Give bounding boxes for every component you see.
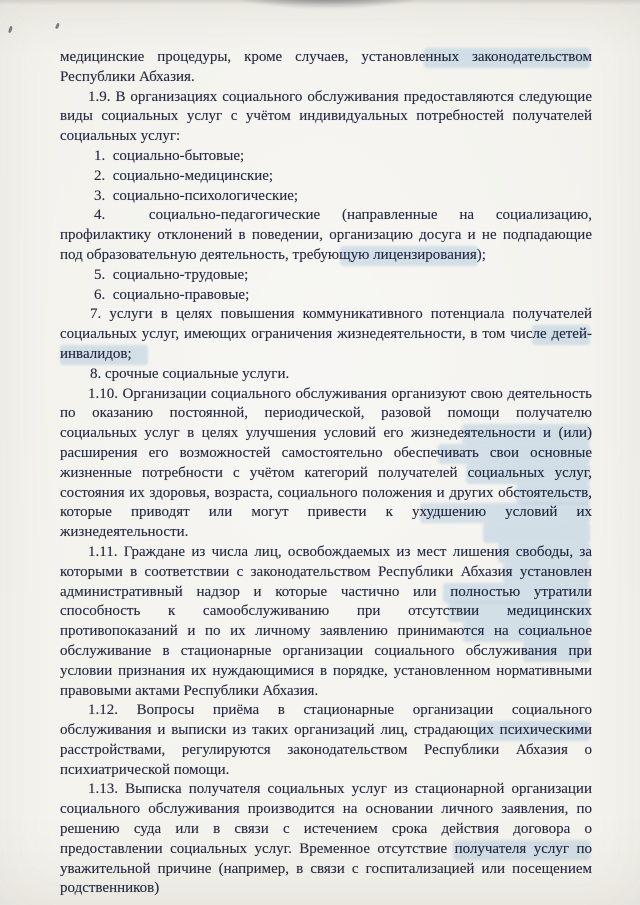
paragraph-1-10: 1.10. Организации социального обслуживания организуют свою деятельность по оказанию постоянной, периодической, разовой помощи получателю социальных услуг в целях улучшения условий его жизнедеятельности и (или) расширения его возможностей самостоятельно обеспечивать свои основные жизненные потребности с учётом категорий получателей социальных услуг, состояния их здоровья, возраста, социального положения и других обстоятельств, которые приводят или могут привести к ухудшению условий их жизнедеятельности. xyxy=(60,385,592,541)
service-list-item-5: 5. социально-трудовые; xyxy=(94,266,249,283)
service-list-item-1: 1. социально-бытовые; xyxy=(94,147,245,164)
service-list-item-4: 4. социально-педагогические (направленные на социализацию, профилактику отклонений в поведении, организацию досуга и не подпадающие под образовательную деятельность, требующую лицензирования); xyxy=(60,207,592,263)
paragraph-1-13: 1.13. Выписка получателя социальных услуг из стационарной организации социального обслуживания производится на основании личного заявления, по решению суда или в связи с истечением срока действия договора о предоставлении социальных услуг. Временное отсутствие получателя услуг по уважительной причине (например, в связи с госпитализацией или посещением родственников) xyxy=(60,781,592,897)
service-list-item-6: 6. социально-правовые; xyxy=(94,286,250,303)
service-list-item-2: 2. социально-медицинские; xyxy=(94,167,274,184)
paragraph-1-12: 1.12. Вопросы приёма в стационарные организации социального обслуживания и выписки из таких организаций лиц, страдающих психическими расстройствами, регулируются законодательством Республики Абхазия о психиатрической помощи. xyxy=(60,702,592,778)
scan-smudge xyxy=(235,0,420,8)
scan-speck xyxy=(8,26,13,34)
scan-speck xyxy=(55,23,60,30)
paragraph-1-9: 1.9. В организациях социального обслуживания предоставляются следующие виды социальных услуг с учётом индивидуальных потребностей получателей социальных услуг: xyxy=(60,88,592,145)
paragraph-continuation: медицинские процедуры, кроме случаев, установленных законодательством Республики Абхазия. xyxy=(60,49,592,85)
service-list-item-7: 7. услуги в целях повышения коммуникативного потенциала получателей социальных услуг, имеющих ограничения жизнедеятельности, в том числе детей-инвалидов; xyxy=(60,306,592,362)
document-text xyxy=(60,48,592,899)
service-list-item-3: 3. социально-психологические; xyxy=(94,187,299,204)
paragraph-1-11: 1.11. Граждане из числа лиц, освобождаемых из мест лишения свободы, за которыми в соответствии с законодательством Республики Абхазия установлен административный надзор и которые частично или полностью утратили способность к самообслуживанию при отсутствии медицинских противопоказаний и по их личному заявлению принимаются на социальное обслуживание в стационарные организации социального обслуживания при условии признания их нуждающимися в порядке, установленном нормативными правовыми актами Республики Абхазия. xyxy=(60,543,592,699)
service-list-item-8: 8. срочные социальные услуги. xyxy=(90,365,290,382)
